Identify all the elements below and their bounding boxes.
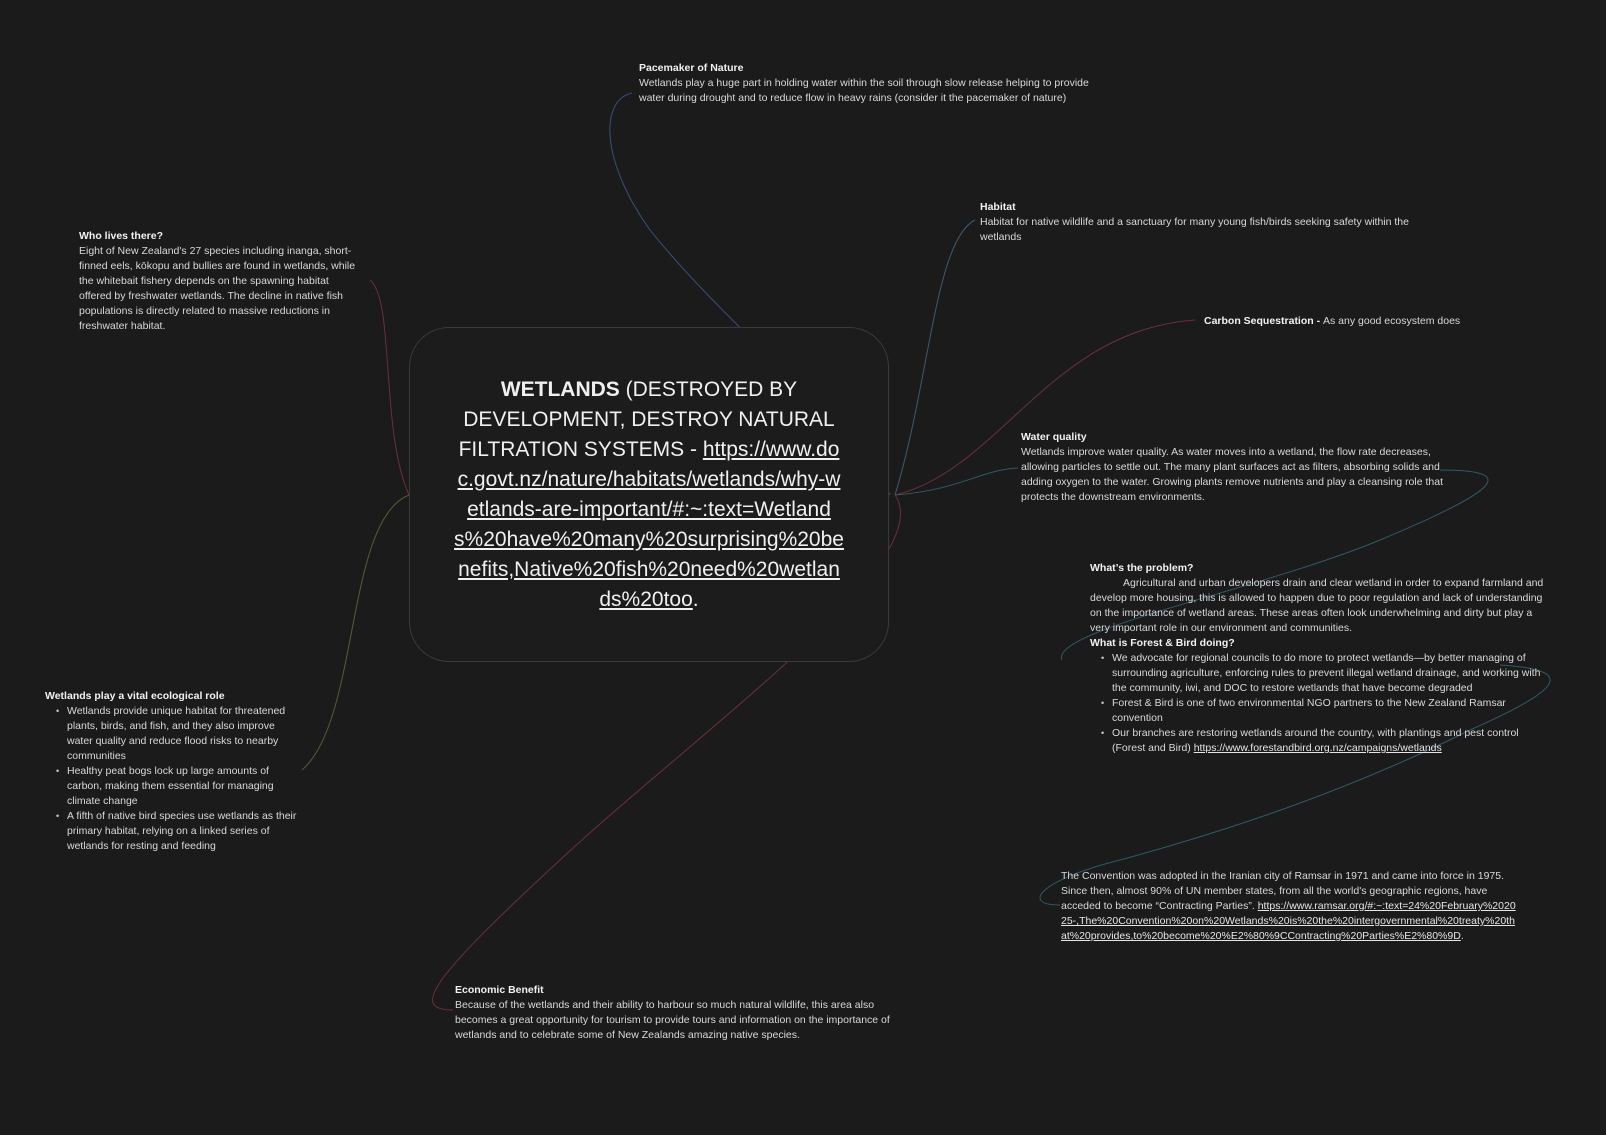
pacemaker-body: Wetlands play a huge part in holding water within the soil through slow release helping to provide water during drought and to reduce flow in heavy rains (consider it the pacemaker of nature)	[639, 77, 1089, 104]
water-quality-title: Water quality	[1021, 431, 1087, 443]
connector-who-lives	[370, 280, 409, 495]
ecological-title: Wetlands play a vital ecological role	[45, 690, 225, 702]
ramsar-link[interactable]: https://www.ramsar.org/#:~:text=24%20February%202025-,The%20Convention%20on%20Wetlands%20is%20the%20intergovernmental%20treaty%20that%20provides,to%20become%20%E2%80%9CContracting%20Parties%E2%80%9D	[1061, 900, 1516, 942]
connector-habitat	[895, 220, 975, 495]
ecological-bullet: • A fifth of native bird species use wetlands as their primary habitat, relying on a linked series of wetlands for resting and feeding	[67, 809, 300, 854]
economic-body: Because of the wetlands and their ability to harbour so much natural wildlife, this area also becomes a great opportunity for tourism to provide tours and information on the importance of wetlands and to celebrate some of New Zealands amazing native species.	[455, 999, 890, 1041]
ramsar-text	[1061, 869, 1516, 944]
who-lives-node[interactable]	[79, 229, 364, 334]
connector-ecological	[302, 495, 409, 770]
ecological-node[interactable]	[45, 689, 300, 854]
forest-bird-list	[1090, 651, 1545, 756]
ramsar-node[interactable]	[1061, 869, 1516, 944]
carbon-body: As any good ecosystem does	[1323, 315, 1461, 327]
ecological-bullet: • Wetlands provide unique habitat for threatened plants, birds, and fish, and they also improve water quality and reduce flood risks to nearby communities	[67, 704, 300, 764]
ecological-bullet: • Healthy peat bogs lock up large amounts of carbon, making them essential for managing climate change	[67, 764, 300, 809]
economic-node[interactable]	[455, 983, 910, 1043]
central-title-bold: WETLANDS	[500, 377, 620, 401]
central-topic-text	[453, 375, 845, 615]
habitat-title: Habitat	[980, 201, 1016, 213]
forest-bird-bullet-text: Our branches are restoring wetlands around the country, with plantings and pest control (Forest and Bird)	[1112, 727, 1519, 754]
habitat-body: Habitat for native wildlife and a sanctuary for many young fish/birds seeking safety within the wetlands	[980, 216, 1409, 243]
central-doc-link[interactable]: https://www.doc.govt.nz/nature/habitats/wetlands/why-wetlands-are-important/#:~:text=Wetlands%20have%20many%20surprising%20benefits,Native%20fish%20need%20wetlands%20too	[454, 437, 844, 611]
carbon-node[interactable]	[1204, 314, 1544, 329]
carbon-line	[1204, 314, 1544, 329]
problem-node[interactable]	[1090, 561, 1545, 756]
forest-bird-bullet: • We advocate for regional councils to do more to protect wetlands—by better managing of surrounding agriculture, enforcing rules to prevent illegal wetland drainage, and working with the community, iwi, and DOC to restore wetlands that have become degraded	[1112, 651, 1545, 696]
pacemaker-title: Pacemaker of Nature	[639, 62, 744, 74]
water-quality-body: Wetlands improve water quality. As water moves into a wetland, the flow rate decreases, allowing particles to settle out. The many plant surfaces act as filters, absorbing solids and adding oxygen to the water. Growing plants remove nutrients and play a cleansing role that protects the downstream environments.	[1021, 446, 1444, 503]
pacemaker-node[interactable]	[639, 61, 1089, 106]
carbon-title: Carbon Sequestration -	[1204, 315, 1324, 327]
who-lives-body: Eight of New Zealand's 27 species including inanga, short-finned eels, kōkopu and bullies are found in wetlands, while the whitebait fishery depends on the spawning habitat offered by freshwater wetlands. The decline in native fish populations is directly related to massive reductions in freshwater habitat.	[79, 245, 356, 332]
who-lives-title: Who lives there?	[79, 230, 164, 242]
forest-bird-bullet	[1112, 726, 1545, 756]
forest-bird-bullet: • Forest & Bird is one of two environmental NGO partners to the New Zealand Ramsar convention	[1112, 696, 1545, 726]
connector-water-quality	[895, 468, 1018, 495]
ecological-list	[45, 704, 300, 854]
central-title-rest: (DESTROYED BY DEVELOPMENT, DESTROY NATURAL FILTRATION SYSTEMS -	[458, 377, 835, 461]
central-suffix: .	[692, 587, 699, 611]
problem-title: What’s the problem?	[1090, 562, 1194, 574]
water-quality-node[interactable]	[1021, 430, 1471, 505]
ramsar-body: The Convention was adopted in the Iranian city of Ramsar in 1971 and came into force in 1975. Since then, almost 90% of UN member states, from all the world's geographic regions, have acceded to become “Contracting Parties”.	[1061, 870, 1505, 912]
forest-bird-title: What is Forest & Bird doing?	[1090, 637, 1235, 649]
problem-body: Agricultural and urban developers drain and clear wetland in order to expand farmland and develop more housing, this is allowed to happen due to poor regulation and lack of understanding on the importance of wetland areas. These areas often look underwhelming and dirty but play a very important role in our environment and communities.	[1090, 577, 1544, 634]
forest-bird-link[interactable]: https://www.forestandbird.org.nz/campaigns/wetlands	[1193, 742, 1442, 754]
central-topic-node[interactable]	[409, 327, 889, 662]
habitat-node[interactable]	[980, 200, 1430, 245]
economic-title: Economic Benefit	[455, 984, 544, 996]
ramsar-suffix: .	[1460, 930, 1464, 942]
